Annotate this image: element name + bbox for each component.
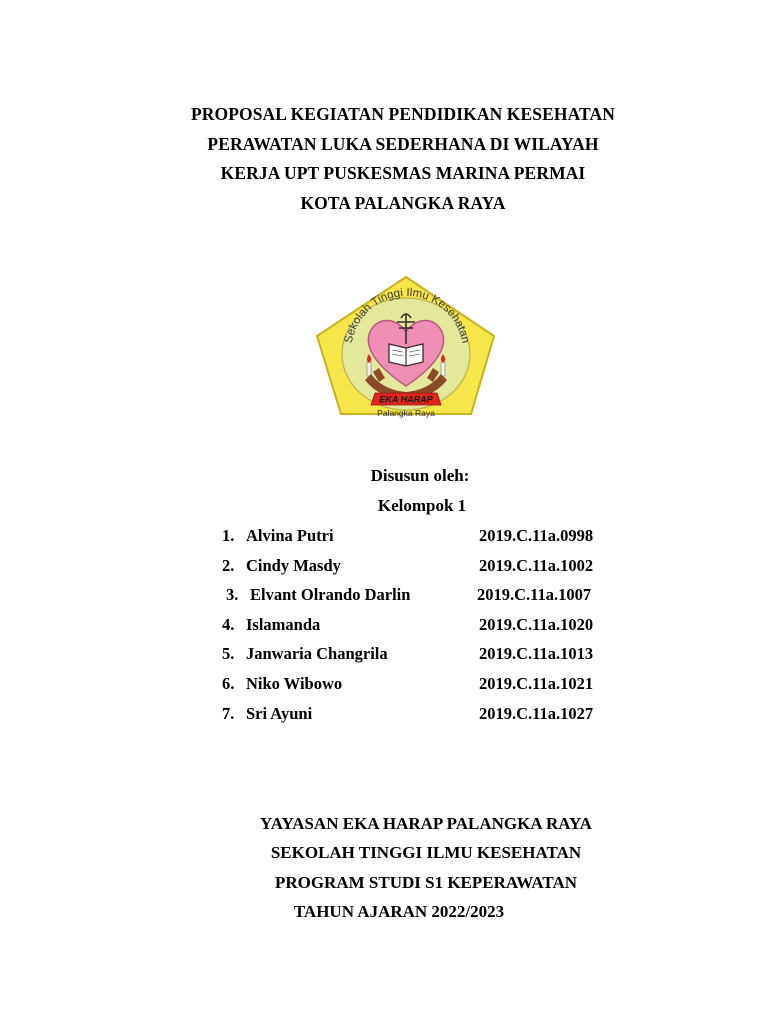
logo-city-text: Palangka Raya [377, 408, 435, 418]
member-name: Elvant Olrando Darlin [250, 585, 411, 605]
member-name: Sri Ayuni [246, 703, 313, 723]
group-name: Kelompok 1 [377, 496, 467, 515]
title-line-3: KERJA UPT PUSKESMAS MARINA PERMAI [220, 163, 586, 183]
member-row [222, 555, 622, 585]
member-number: 3. [226, 585, 239, 605]
institution-logo [313, 274, 499, 444]
member-nim: 2019.C.11a.1002 [479, 555, 594, 575]
member-row [222, 673, 622, 703]
footer-program: PROGRAM STUDI S1 KEPERAWATAN [274, 872, 578, 892]
member-number: 1. [222, 526, 235, 545]
member-name: Islamanda [246, 614, 321, 634]
member-name: Janwaria Changrila [246, 644, 388, 664]
author-heading: Disusun oleh: [370, 466, 470, 485]
member-nim: 2019.C.11a.1013 [479, 644, 594, 664]
member-row [222, 614, 622, 644]
member-nim: 2019.C.11a.1020 [479, 614, 594, 634]
logo-banner-text: EKA HARAP [379, 394, 433, 405]
member-list [222, 525, 622, 732]
member-nim: 2019.C.11a.0998 [479, 526, 594, 545]
member-nim: 2019.C.11a.1027 [479, 703, 594, 723]
member-row [222, 703, 622, 733]
member-number: 6. [222, 673, 235, 693]
member-name: Alvina Putri [246, 526, 334, 545]
member-number: 7. [222, 703, 235, 723]
logo-banner [371, 393, 441, 405]
title-line-1: PROPOSAL KEGIATAN PENDIDIKAN KESEHATAN [190, 104, 615, 124]
member-row [222, 525, 622, 555]
institution-footer [0, 809, 768, 926]
title-line-4: KOTA PALANGKA RAYA [300, 192, 506, 213]
member-number: 4. [222, 614, 235, 634]
footer-foundation: YAYASAN EKA HARAP PALANGKA RAYA [260, 814, 592, 833]
member-name: Cindy Masdy [246, 555, 341, 575]
footer-school: SEKOLAH TINGGI ILMU KESEHATAN [270, 843, 582, 863]
title-line-2: PERAWATAN LUKA SEDERHANA DI WILAYAH [207, 133, 599, 154]
member-number: 2. [222, 555, 235, 575]
member-nim: 2019.C.11a.1021 [479, 673, 594, 693]
member-row [222, 584, 622, 614]
member-number: 5. [222, 644, 235, 664]
member-name: Niko Wibowo [246, 673, 343, 693]
member-nim: 2019.C.11a.1007 [477, 585, 592, 605]
member-row [222, 643, 622, 673]
footer-academic-year: TAHUN AJARAN 2022/2023 [293, 901, 505, 921]
document-title [0, 100, 768, 218]
logo-arc-text: Sekolah Tinggi Ilmu Kesehatan [342, 286, 472, 345]
